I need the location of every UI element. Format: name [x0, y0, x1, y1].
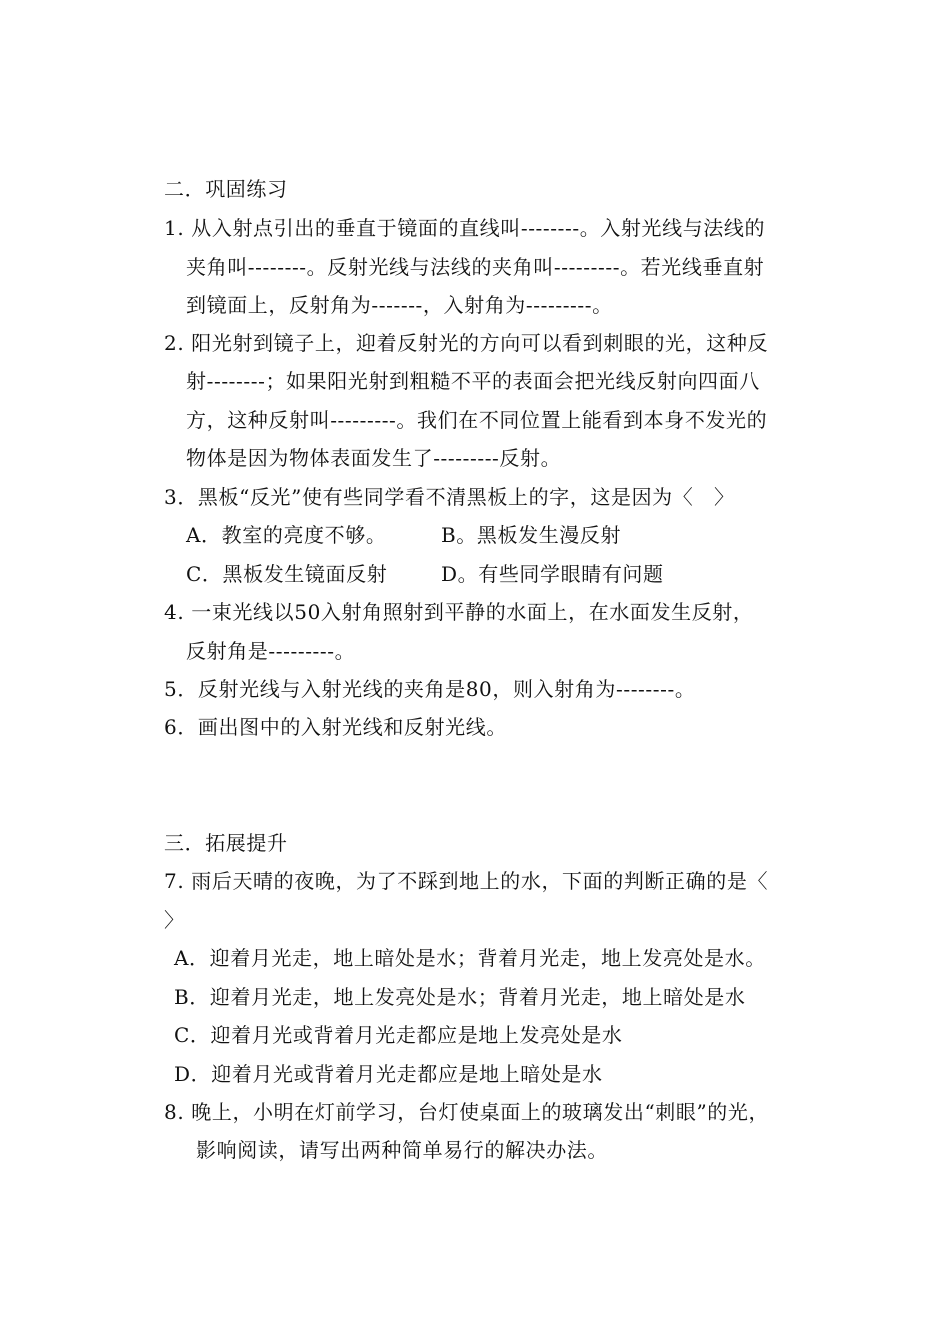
question-4-line-2: 反射角是---------。 [186, 639, 356, 663]
section-heading-consolidation: 二．巩固练习 [164, 177, 288, 201]
question-5: 5．反射光线与入射光线的夹角是80，则入射角为--------。 [164, 677, 696, 701]
question-8-line-2: 影响阅读，请写出两种简单易行的解决办法。 [196, 1138, 608, 1162]
question-1-line-3: 到镜面上，反射角为-------，入射角为---------。 [186, 293, 613, 317]
question-8-line-1: 8. 晚上，小明在灯前学习，台灯使桌面上的玻璃发出“刺眼”的光， [164, 1100, 770, 1124]
question-7-stem: 7. 雨后天晴的夜晚，为了不踩到地上的水，下面的判断正确的是〈 [164, 869, 769, 893]
question-2-line-3: 方，这种反射叫---------。我们在不同位置上能看到本身不发光的 [186, 408, 768, 432]
question-7-option-b: B．迎着月光走，地上发亮处是水；背着月光走，地上暗处是水 [174, 985, 746, 1009]
question-1-line-2: 夹角叫--------。反射光线与法线的夹角叫---------。若光线垂直射 [186, 255, 765, 279]
question-2-line-4: 物体是因为物体表面发生了---------反射。 [186, 446, 562, 470]
question-3-option-c: C．黑板发生镜面反射 [186, 562, 388, 586]
question-2-line-1: 2. 阳光射到镜子上，迎着反射光的方向可以看到刺眼的光，这种反 [164, 331, 769, 355]
question-3-option-b: B。黑板发生漫反射 [441, 523, 622, 547]
question-7-option-d: D．迎着月光或背着月光走都应是地上暗处是水 [174, 1062, 603, 1086]
question-3-option-a: A．教室的亮度不够。 [186, 523, 387, 547]
question-3-option-d: D。有些同学眼睛有问题 [441, 562, 664, 586]
question-4-line-1: 4. 一束光线以50入射角照射到平静的水面上，在水面发生反射， [164, 600, 754, 624]
section-heading-extension: 三．拓展提升 [164, 831, 288, 855]
question-2-line-2: 射--------；如果阳光射到粗糙不平的表面会把光线反射向四面八 [186, 369, 760, 393]
question-7-stem-bracket: 〉 [164, 908, 185, 932]
question-3-stem: 3．黑板“反光”使有些同学看不清黑板上的字，这是因为〈 〉 [164, 485, 735, 509]
question-7-option-a: A．迎着月光走，地上暗处是水；背着月光走，地上发亮处是水。 [174, 946, 766, 970]
question-1-line-1: 1. 从入射点引出的垂直于镜面的直线叫--------。入射光线与法线的 [164, 216, 766, 240]
question-7-option-c: C．迎着月光或背着月光走都应是地上发亮处是水 [174, 1023, 623, 1047]
question-6: 6．画出图中的入射光线和反射光线。 [164, 715, 507, 739]
